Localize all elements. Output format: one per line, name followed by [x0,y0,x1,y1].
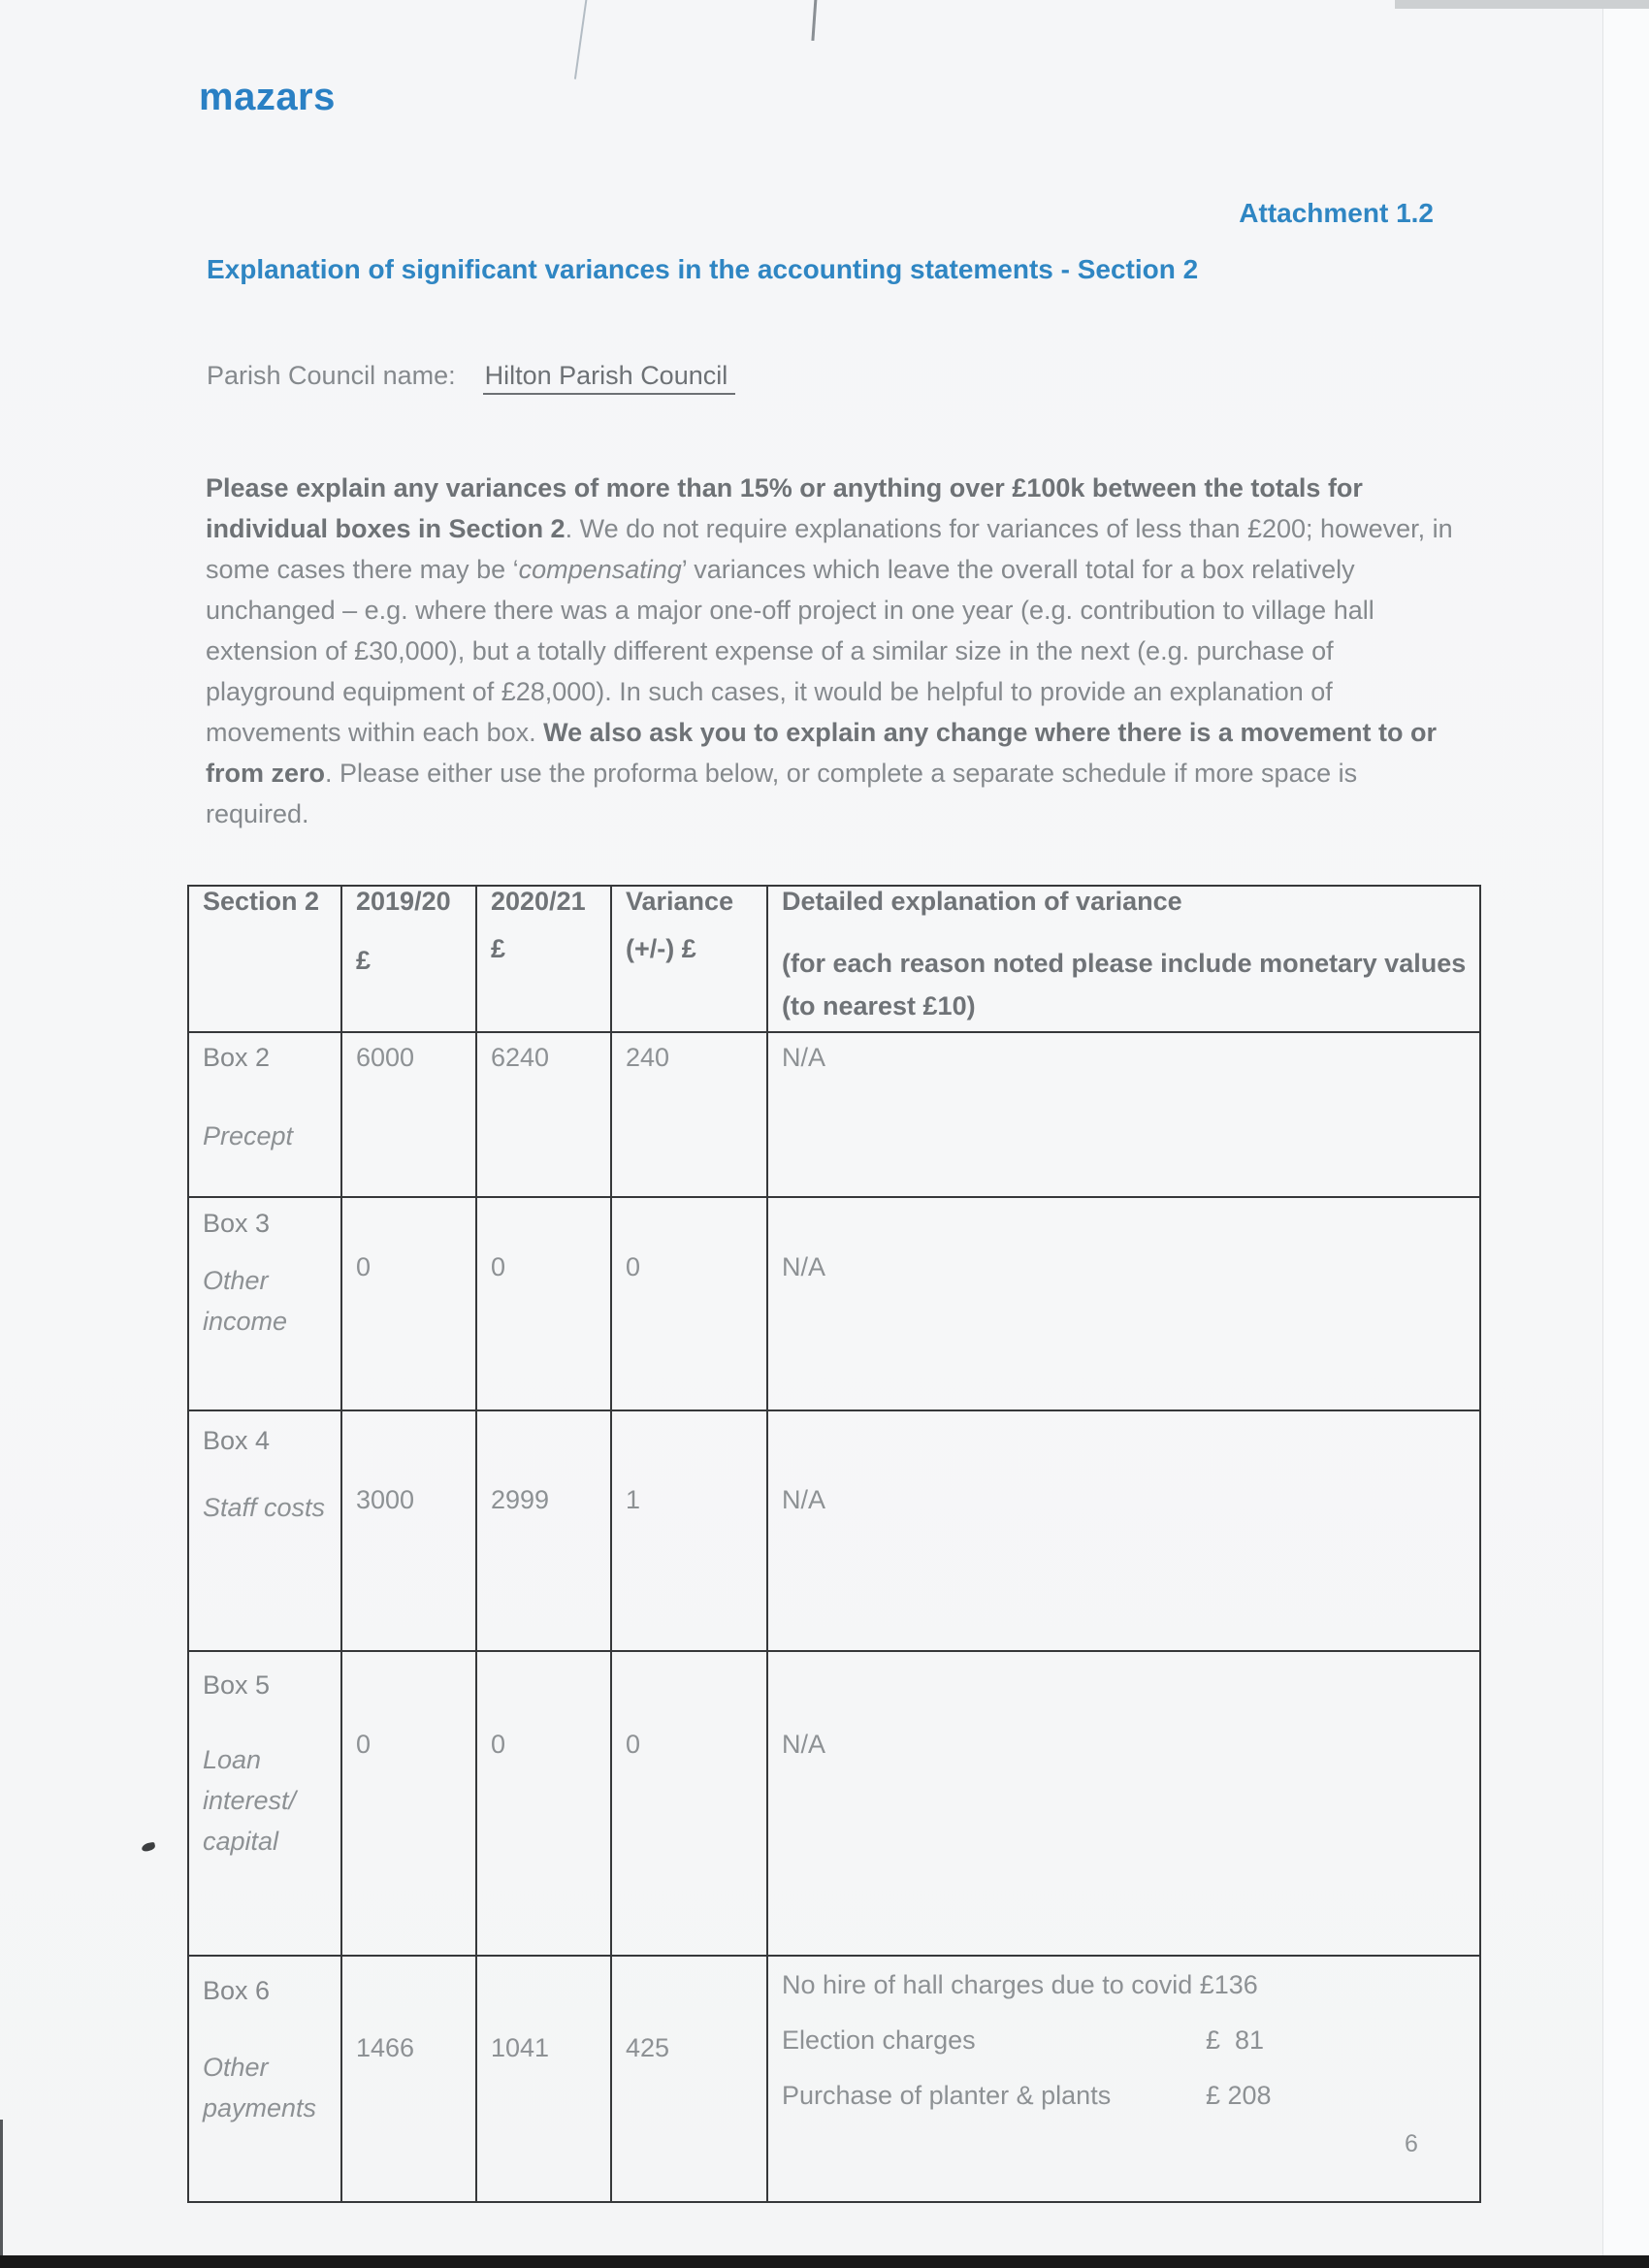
explanation-line: Purchase of planter & plants £ 208 [782,2081,1272,2110]
table-row-box4 [188,1410,1480,1651]
row-box6-explanation [767,1956,1480,2202]
intro-italic-1: compensating [518,555,682,584]
scan-scratch-mark [811,0,817,41]
page-number: 6 [1405,2130,1418,2157]
scan-edge-bottom [0,2255,1649,2268]
box-item-label: Other income [203,1266,288,1336]
row-box3-label-cell [188,1197,341,1410]
paper-fold-band [1602,0,1649,2268]
table-header-row [188,886,1480,1032]
header-variance: Variance (+/-) £ [611,886,767,1032]
explanation-line: Election charges £ 81 [782,2025,1265,2055]
table-row-box2 [188,1032,1480,1197]
table-row-box5 [188,1651,1480,1956]
box-label: Box 3 [203,1209,271,1238]
intro-text-1: . We do not require explanations for variances of less than £200; however, in some cases there may be ‘ [206,514,1453,584]
row-box4-prior: 3000 [341,1410,476,1651]
box-item-label: Other payments [203,2053,317,2122]
parish-name-label: Parish Council name: [207,361,456,390]
row-box3-current: 0 [476,1197,611,1410]
row-box5-explanation: N/A [767,1651,1480,1956]
ink-speck [141,1842,155,1853]
box-item-label: Loan interest/ capital [203,1745,297,1856]
row-box2-variance: 240 [611,1032,767,1197]
intro-text-2: ’ variances which leave the overall total for a box relatively unchanged – e.g. where there was a major one-off project in one year (e.g. contribution to village hall extension of £30,000), but a totally different expense of a similar size in the next (e.g. purchase of playground equipment of £28,000). In such cases, it would be helpful to provide an explanation of movements within each box. [206,555,1374,747]
row-box4-explanation: N/A [767,1410,1480,1651]
row-box4-label-cell [188,1410,341,1651]
row-box3-explanation: N/A [767,1197,1480,1410]
row-box4-current: 2999 [476,1410,611,1651]
row-box6-variance: 425 [611,1956,767,2202]
attachment-label: Attachment 1.2 [1239,198,1434,228]
intro-bold-1: Please explain any variances of more than 15% or anything over £100k between the totals for individual boxes in Section 2 [206,473,1363,543]
row-box5-current: 0 [476,1651,611,1956]
header-explanation: Detailed explanation of variance (for each reason noted please include monetary values (to nearest £10) [767,886,1480,1032]
box-label: Box 5 [203,1670,271,1700]
header-year-prior: 2019/20 £ [341,886,476,1032]
row-box5-prior: 0 [341,1651,476,1956]
intro-paragraph [206,468,1463,834]
explanation-line: No hire of hall charges due to covid £136 [782,1970,1258,1999]
variance-table [187,885,1481,2203]
scan-edge-left [0,2120,3,2255]
box-item-label: Staff costs [203,1493,326,1522]
row-box2-prior: 6000 [341,1032,476,1197]
row-box3-variance: 0 [611,1197,767,1410]
header-year-current: 2020/21 £ [476,886,611,1032]
row-box4-variance: 1 [611,1410,767,1651]
mazars-logo: mazars [199,76,336,118]
intro-text-3: . Please either use the proforma below, or complete a separate schedule if more space is required. [206,759,1358,828]
row-box6-prior: 1466 [341,1956,476,2202]
box-label: Box 2 [203,1043,271,1072]
row-box3-prior: 0 [341,1197,476,1410]
row-box6-current: 1041 [476,1956,611,2202]
row-box5-variance: 0 [611,1651,767,1956]
document-title: Explanation of significant variances in the accounting statements - Section 2 [207,254,1199,284]
parish-name-row [207,361,735,391]
scanner-edge-strip [1395,0,1649,9]
intro-bold-2: We also ask you to explain any change where there is a movement to or from zero [206,718,1437,788]
row-box6-label-cell [188,1956,341,2202]
box-label: Box 6 [203,1976,271,2005]
row-box2-current: 6240 [476,1032,611,1197]
table-row-box6 [188,1956,1480,2202]
table-row-box3 [188,1197,1480,1410]
box-item-label: Precept [203,1121,294,1150]
parish-name-value: Hilton Parish Council [483,361,736,395]
header-section: Section 2 [188,886,341,1032]
row-box2-explanation: N/A [767,1032,1480,1197]
row-box2-label-cell [188,1032,341,1197]
scan-scratch-mark [574,0,588,80]
row-box5-label-cell [188,1651,341,1956]
box-label: Box 4 [203,1426,271,1455]
